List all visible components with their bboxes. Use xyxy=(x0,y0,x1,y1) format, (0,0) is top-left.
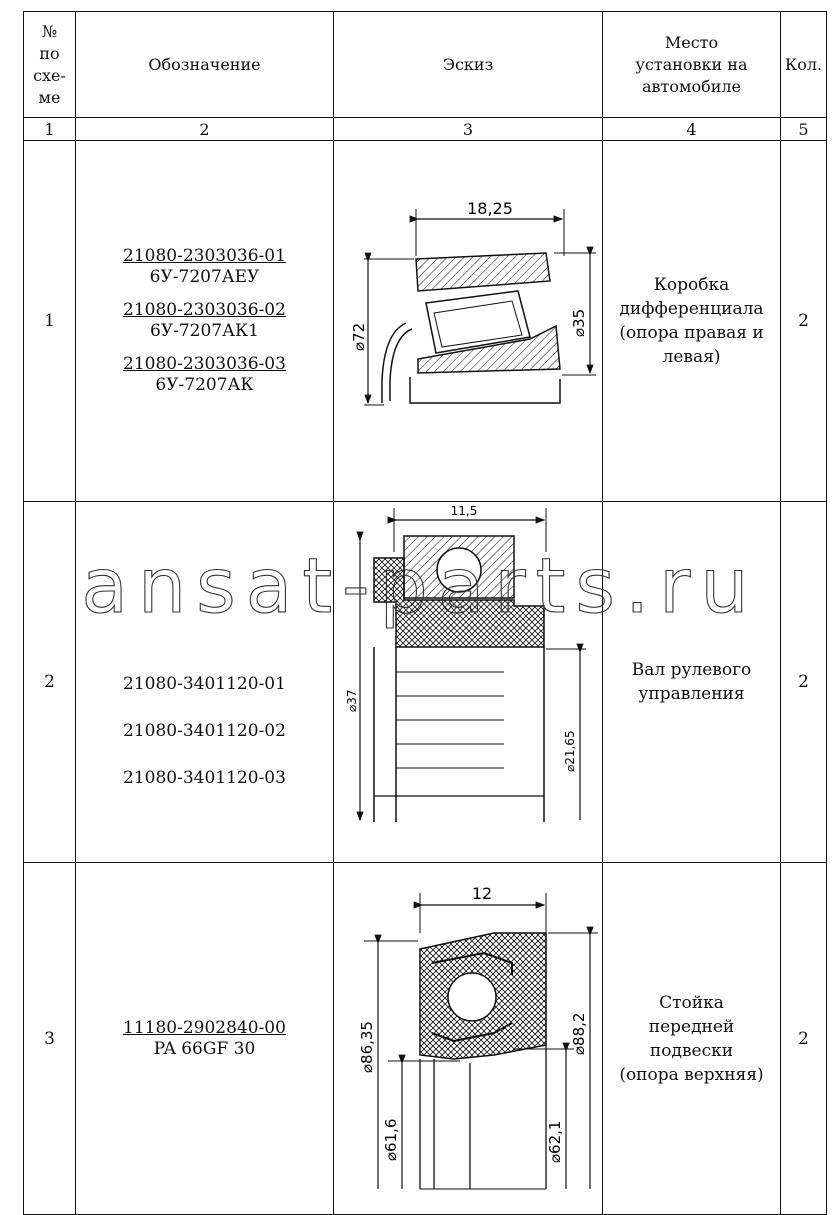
inner-diameter-dimension-right: ⌀62,1 xyxy=(546,1120,564,1163)
parts-table xyxy=(23,11,827,1215)
ball-bearing-sketch xyxy=(334,502,602,858)
inner-diameter-dimension-left: ⌀61,6 xyxy=(382,1118,400,1161)
sketch-cell xyxy=(334,863,603,1215)
column-number: 4 xyxy=(603,118,781,141)
designation-cell xyxy=(76,863,334,1215)
header-quantity: Кол. xyxy=(781,12,827,118)
installation-location: Коробка дифференциала (опора правая и левая) xyxy=(603,141,781,502)
part-code: 21080-3401120-03 xyxy=(123,767,286,788)
inner-diameter-dimension: ⌀35 xyxy=(570,308,588,337)
bearing-type: 6У-7207АЕУ xyxy=(149,267,260,287)
bearing-type: 6У-7207АК xyxy=(155,375,254,395)
column-number-row xyxy=(24,118,827,141)
row-number: 2 xyxy=(24,502,76,863)
column-number: 2 xyxy=(76,118,334,141)
table-row xyxy=(24,141,827,502)
bearing-type: 6У-7207АК1 xyxy=(150,321,259,341)
part-code: 21080-2303036-03 xyxy=(123,354,286,374)
width-dimension: 18,25 xyxy=(467,199,513,218)
part-code: 21080-3401120-01 xyxy=(123,673,286,694)
outer-diameter-dimension: ⌀37 xyxy=(345,689,359,712)
quantity: 2 xyxy=(781,502,827,863)
sketch-cell xyxy=(334,141,603,502)
quantity: 2 xyxy=(781,141,827,502)
part-code: 11180-2902840-00 xyxy=(123,1017,286,1038)
sketch-cell xyxy=(334,502,603,863)
header-scheme-number: № по схе- ме xyxy=(24,12,76,118)
column-number: 1 xyxy=(24,118,76,141)
table-row xyxy=(24,502,827,863)
column-number: 5 xyxy=(781,118,827,141)
inner-diameter-dimension: ⌀21,65 xyxy=(563,730,577,772)
part-code: 21080-3401120-02 xyxy=(123,720,286,741)
svg-text:ansat-parts.ru: ansat-parts.ru xyxy=(81,548,759,630)
outer-diameter-dimension-right: ⌀88,2 xyxy=(570,1012,588,1055)
row-number: 1 xyxy=(24,141,76,502)
part-code: 21080-2303036-01 xyxy=(123,246,286,266)
outer-diameter-dimension: ⌀72 xyxy=(350,322,368,351)
header-location: Место установки на автомобиле xyxy=(603,12,781,118)
strut-support-bearing-sketch xyxy=(334,863,602,1210)
installation-location: Вал рулевого управления xyxy=(603,502,781,863)
outer-diameter-dimension-left: ⌀86,35 xyxy=(358,1021,376,1073)
width-dimension: 11,5 xyxy=(450,504,478,518)
header-sketch: Эскиз xyxy=(334,12,603,118)
quantity: 2 xyxy=(781,863,827,1215)
part-code: 21080-2303036-02 xyxy=(123,300,286,320)
width-dimension: 12 xyxy=(471,884,493,903)
designation-cell xyxy=(76,502,334,863)
designation-cell xyxy=(76,141,334,502)
row-number: 3 xyxy=(24,863,76,1215)
tapered-roller-bearing-sketch xyxy=(334,141,602,497)
header-row xyxy=(24,12,827,118)
installation-location: Стойка передней подвески (опора верхняя) xyxy=(603,863,781,1215)
table-row xyxy=(24,863,827,1215)
material: PA 66GF 30 xyxy=(153,1038,256,1059)
column-number: 3 xyxy=(334,118,603,141)
header-designation: Обозначение xyxy=(76,12,334,118)
